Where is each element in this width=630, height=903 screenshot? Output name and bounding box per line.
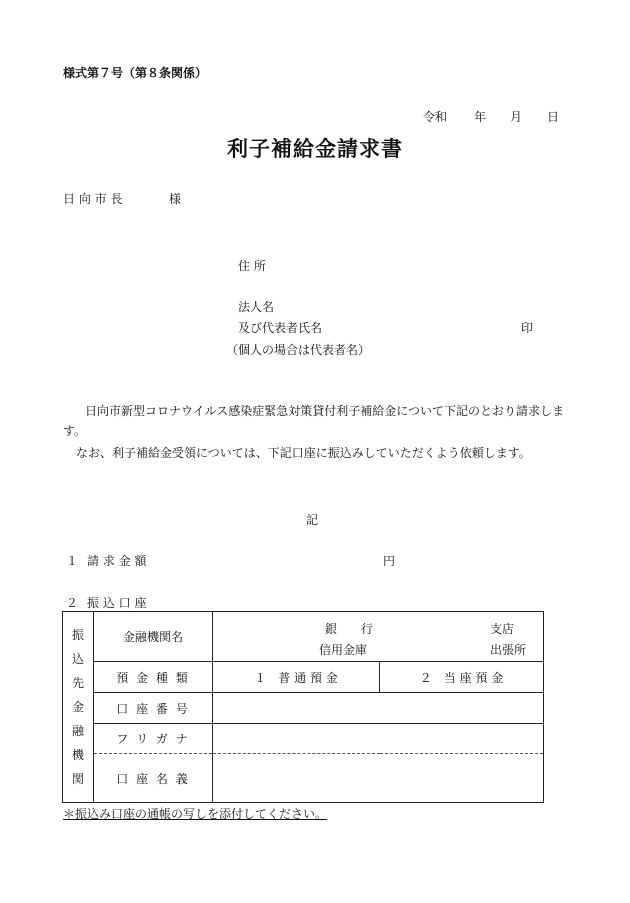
deposit-option-current[interactable]: ２ 当 座 預 金 bbox=[380, 662, 544, 693]
item1-number: １ bbox=[66, 554, 79, 568]
vertical-char: 込 bbox=[71, 652, 84, 666]
item1-unit: 円 bbox=[383, 554, 396, 568]
attachment-note: ＊振込み口座の通帳の写しを添付してください。 bbox=[63, 807, 328, 821]
addressee-name: 日 向 市 長 bbox=[63, 192, 123, 206]
representative-label: 及び代表者氏名 bbox=[238, 321, 323, 335]
vertical-char: 振 bbox=[71, 628, 84, 642]
shinkin-text: 信用金庫 bbox=[319, 643, 368, 657]
vertical-char: 先 bbox=[71, 676, 84, 690]
item2-label: 振 込 口 座 bbox=[87, 596, 147, 610]
seal-mark: 印 bbox=[521, 321, 534, 335]
item1-label: 請 求 金 額 bbox=[87, 554, 147, 568]
date-day: 日 bbox=[547, 110, 560, 124]
body-line-2: す。 bbox=[63, 424, 87, 438]
vertical-header bbox=[63, 612, 94, 803]
account-name-field[interactable] bbox=[213, 754, 544, 803]
page-title: 利子補給金請求書 bbox=[227, 136, 403, 161]
date-year: 年 bbox=[474, 110, 487, 124]
address-label: 住 所 bbox=[238, 259, 266, 273]
ki-heading: 記 bbox=[306, 513, 319, 527]
bank-text: 銀 行 bbox=[325, 622, 374, 636]
furigana-label: フ リ ガ ナ bbox=[94, 724, 213, 754]
institution-field[interactable] bbox=[213, 612, 544, 662]
bank-account-table bbox=[62, 611, 544, 803]
deposit-type-label: 預 金 種 類 bbox=[94, 662, 213, 693]
account-number-label: 口 座 番 号 bbox=[94, 693, 213, 724]
vertical-char: 機 bbox=[71, 748, 84, 762]
account-number-field[interactable] bbox=[213, 693, 544, 724]
institution-label: 金融機関名 bbox=[94, 612, 213, 662]
vertical-char: 金 bbox=[71, 700, 84, 714]
form-number: 様式第７号（第８条関係） bbox=[63, 66, 208, 80]
account-name-label: 口 座 名 義 bbox=[94, 754, 213, 803]
furigana-field[interactable] bbox=[213, 724, 544, 754]
item2-number: ２ bbox=[66, 596, 79, 610]
vertical-char: 関 bbox=[71, 772, 84, 786]
corp-name-label: 法人名 bbox=[238, 300, 275, 314]
body-line-1: 日向市新型コロナウイルス感染症緊急対策貸付利子補給金について下記のとおり請求しま bbox=[85, 404, 565, 418]
date-era: 令和 bbox=[423, 110, 448, 124]
addressee-honorific: 様 bbox=[169, 192, 182, 206]
vertical-char: 融 bbox=[71, 724, 84, 738]
deposit-option-ordinary[interactable]: １ 普 通 預 金 bbox=[213, 662, 380, 693]
date-month: 月 bbox=[510, 110, 523, 124]
branch-text: 支店 bbox=[490, 622, 515, 636]
individual-note: （個人の場合は代表者名） bbox=[226, 343, 371, 357]
body-line-3: なお、利子補給金受領については、下記口座に振込みしていただくよう依頼します。 bbox=[76, 446, 531, 460]
sub-branch-text: 出張所 bbox=[490, 643, 527, 657]
